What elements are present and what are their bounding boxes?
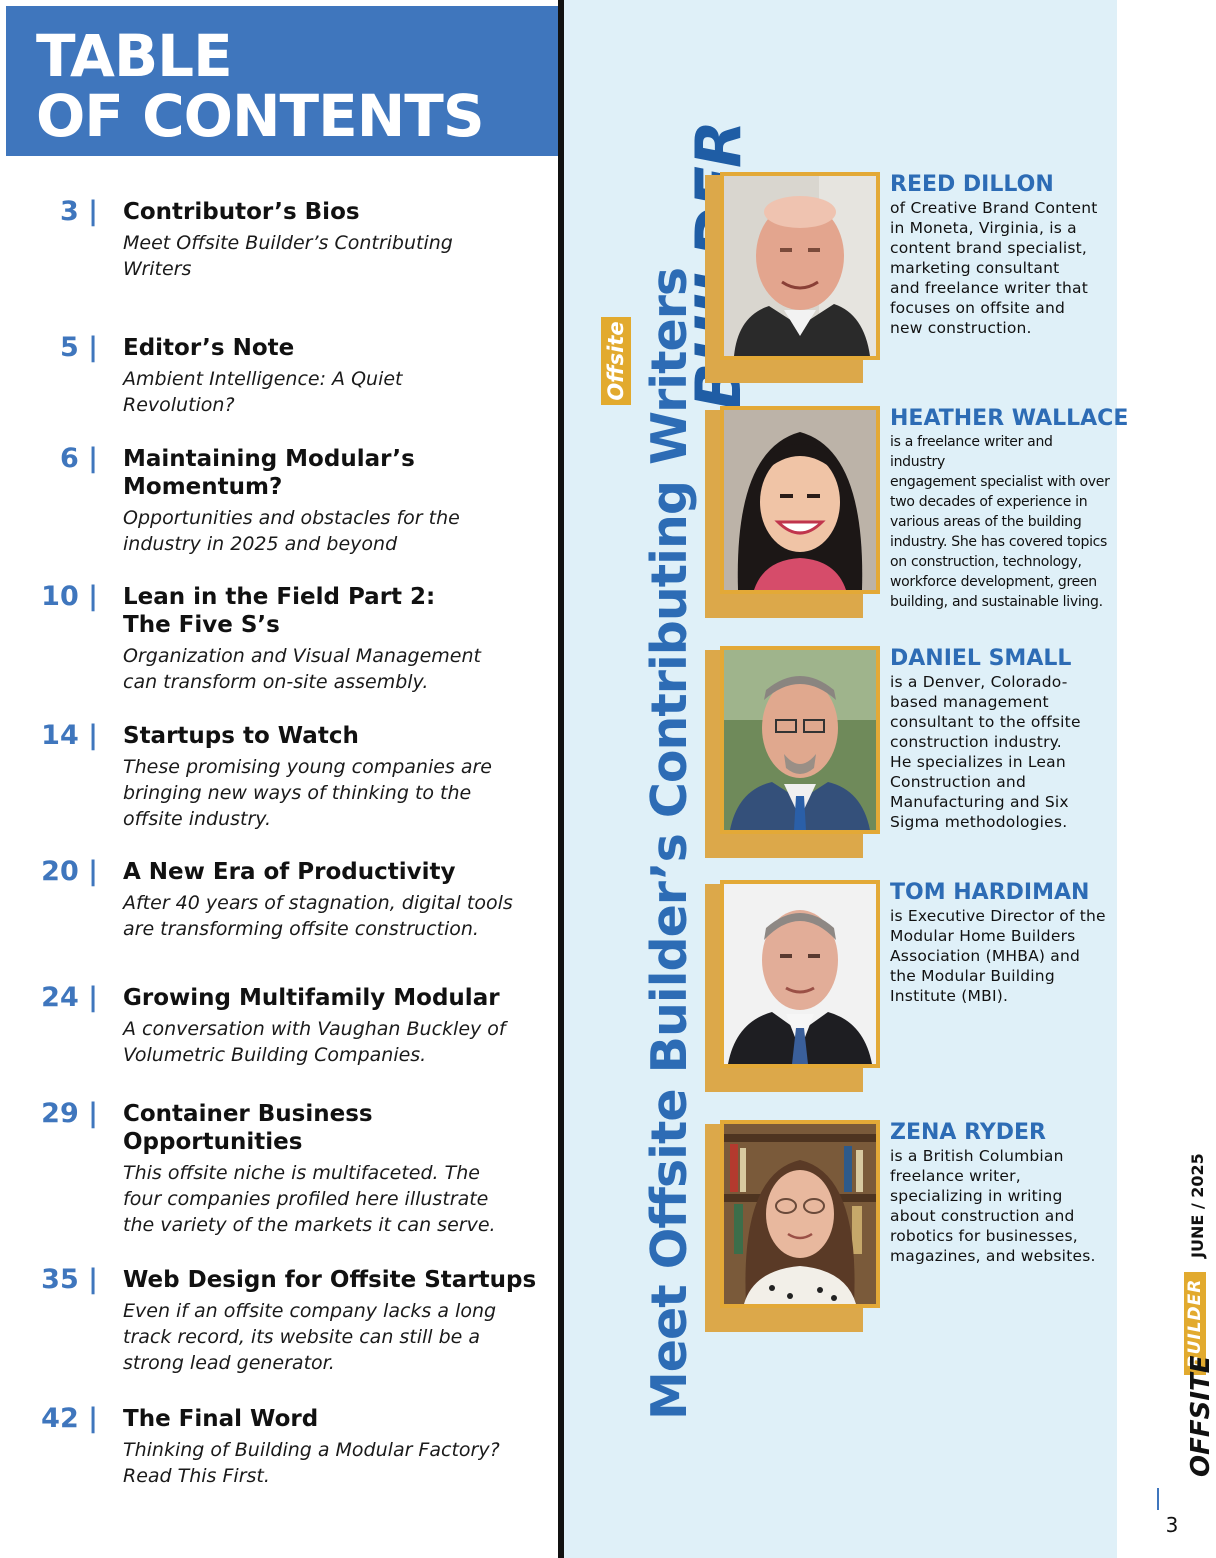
page-number: 3 — [1165, 1513, 1179, 1537]
contributor-photo-tom-hardiman — [724, 884, 876, 1064]
toc-entry-description: Even if an offsite company lacks a long track record, its website can still be a strong lead generator. — [123, 1300, 497, 1374]
toc-page-number: 10 | — [41, 581, 98, 612]
contributor-bio: of Creative Brand Content in Moneta, Virginia, is a content brand specialist, marketing consultant and freelance writer that focuses on offsite and new construction. — [890, 199, 1098, 337]
contributor-bio: is a Denver, Colorado- based management consultant to the offsite construction industry. He specializes in Lean Construction and Manufacturing and Six Sigma methodologies. — [890, 673, 1081, 831]
footer-brand-offsite: OFFSITE — [1186, 1355, 1216, 1477]
toc-page-number: 35 | — [41, 1264, 98, 1295]
toc-page-number: 5 | — [59, 332, 98, 363]
toc-entry-title[interactable]: A New Era of Productivity — [123, 859, 456, 885]
toc-page-number: 24 | — [41, 982, 98, 1013]
contributor-bio: is a British Columbian freelance writer, specializing in writing about construction and robotics for businesses, magazines, and websites. — [890, 1147, 1096, 1265]
toc-entry-title[interactable]: Web Design for Offsite Startups — [123, 1267, 537, 1293]
footer-brand-builder: BUILDER — [1184, 1272, 1206, 1375]
contributor-bio: is Executive Director of the Modular Home Builders Association (MHBA) and the Modular Building Institute (MBI). — [890, 907, 1106, 1005]
toc-entry-description: This offsite niche is multifaceted. The four companies profiled here illustrate the variety of the markets it can serve. — [123, 1162, 496, 1236]
toc-page-number: 3 | — [59, 196, 98, 227]
toc-entry-description: Meet Offsite Builder’s Contributing Writers — [123, 232, 453, 280]
toc-page-number: 29 | — [41, 1098, 98, 1129]
contributor-photo-daniel-small — [724, 650, 876, 830]
contributor-name: ZENA RYDER — [890, 1120, 1046, 1145]
toc-title-line-1: TABLE — [36, 22, 232, 90]
toc-entry-description: Organization and Visual Management can transform on-site assembly. — [123, 645, 481, 693]
contributor-name: HEATHER WALLACE — [890, 406, 1129, 431]
footer-divider — [1157, 1488, 1159, 1510]
offsite-builder-logo-tag: Offsite — [601, 317, 631, 405]
toc-entry-description: After 40 years of stagnation, digital tools are transforming offsite construction. — [123, 892, 513, 940]
toc-entry-title[interactable]: Lean in the Field Part 2: The Five S’s — [123, 584, 436, 638]
contributor-name: DANIEL SMALL — [890, 646, 1072, 671]
toc-entry-title[interactable]: Startups to Watch — [123, 723, 359, 749]
toc-entry-description: A conversation with Vaughan Buckley of Volumetric Building Companies. — [123, 1018, 506, 1066]
toc-page-number: 20 | — [41, 856, 98, 887]
contributor-name: TOM HARDIMAN — [890, 880, 1090, 905]
toc-entry-description: Ambient Intelligence: A Quiet Revolution? — [123, 368, 403, 416]
toc-page-number: 6 | — [59, 443, 98, 474]
contributor-bio: is a freelance writer and industry engagement specialist with over two decades of experience in various areas of the building industry. She has covered topics on construction, technology, workforce development, green building, and sustainable living. — [890, 434, 1110, 610]
toc-entry-description: Thinking of Building a Modular Factory? Read This First. — [123, 1439, 500, 1487]
toc-entry-title[interactable]: Container Business Opportunities — [123, 1101, 373, 1155]
issue-date: JUNE / 2025 — [1188, 1153, 1207, 1258]
toc-entry-title[interactable]: Growing Multifamily Modular — [123, 985, 500, 1011]
contributor-photo-heather-wallace — [724, 410, 876, 590]
toc-entry-title[interactable]: Maintaining Modular’s Momentum? — [123, 446, 415, 500]
toc-entry-title[interactable]: Editor’s Note — [123, 335, 295, 361]
contributor-photo-zena-ryder — [724, 1124, 876, 1304]
toc-entry-description: Opportunities and obstacles for the industry in 2025 and beyond — [123, 507, 460, 555]
contributor-name: REED DILLON — [890, 172, 1054, 197]
toc-header — [6, 6, 558, 156]
contributors-heading: Meet Offsite Builder’s Contributing Writers — [641, 267, 698, 1420]
toc-entry-description: These promising young companies are bringing new ways of thinking to the offsite industry. — [123, 756, 492, 830]
toc-page-number: 14 | — [41, 720, 98, 751]
toc-entry-title[interactable]: Contributor’s Bios — [123, 199, 360, 225]
toc-title-line-2: OF CONTENTS — [36, 82, 484, 150]
toc-page-number: 42 | — [41, 1403, 98, 1434]
toc-entry-title[interactable]: The Final Word — [123, 1406, 319, 1432]
contributor-photo-reed-dillon — [724, 176, 876, 356]
